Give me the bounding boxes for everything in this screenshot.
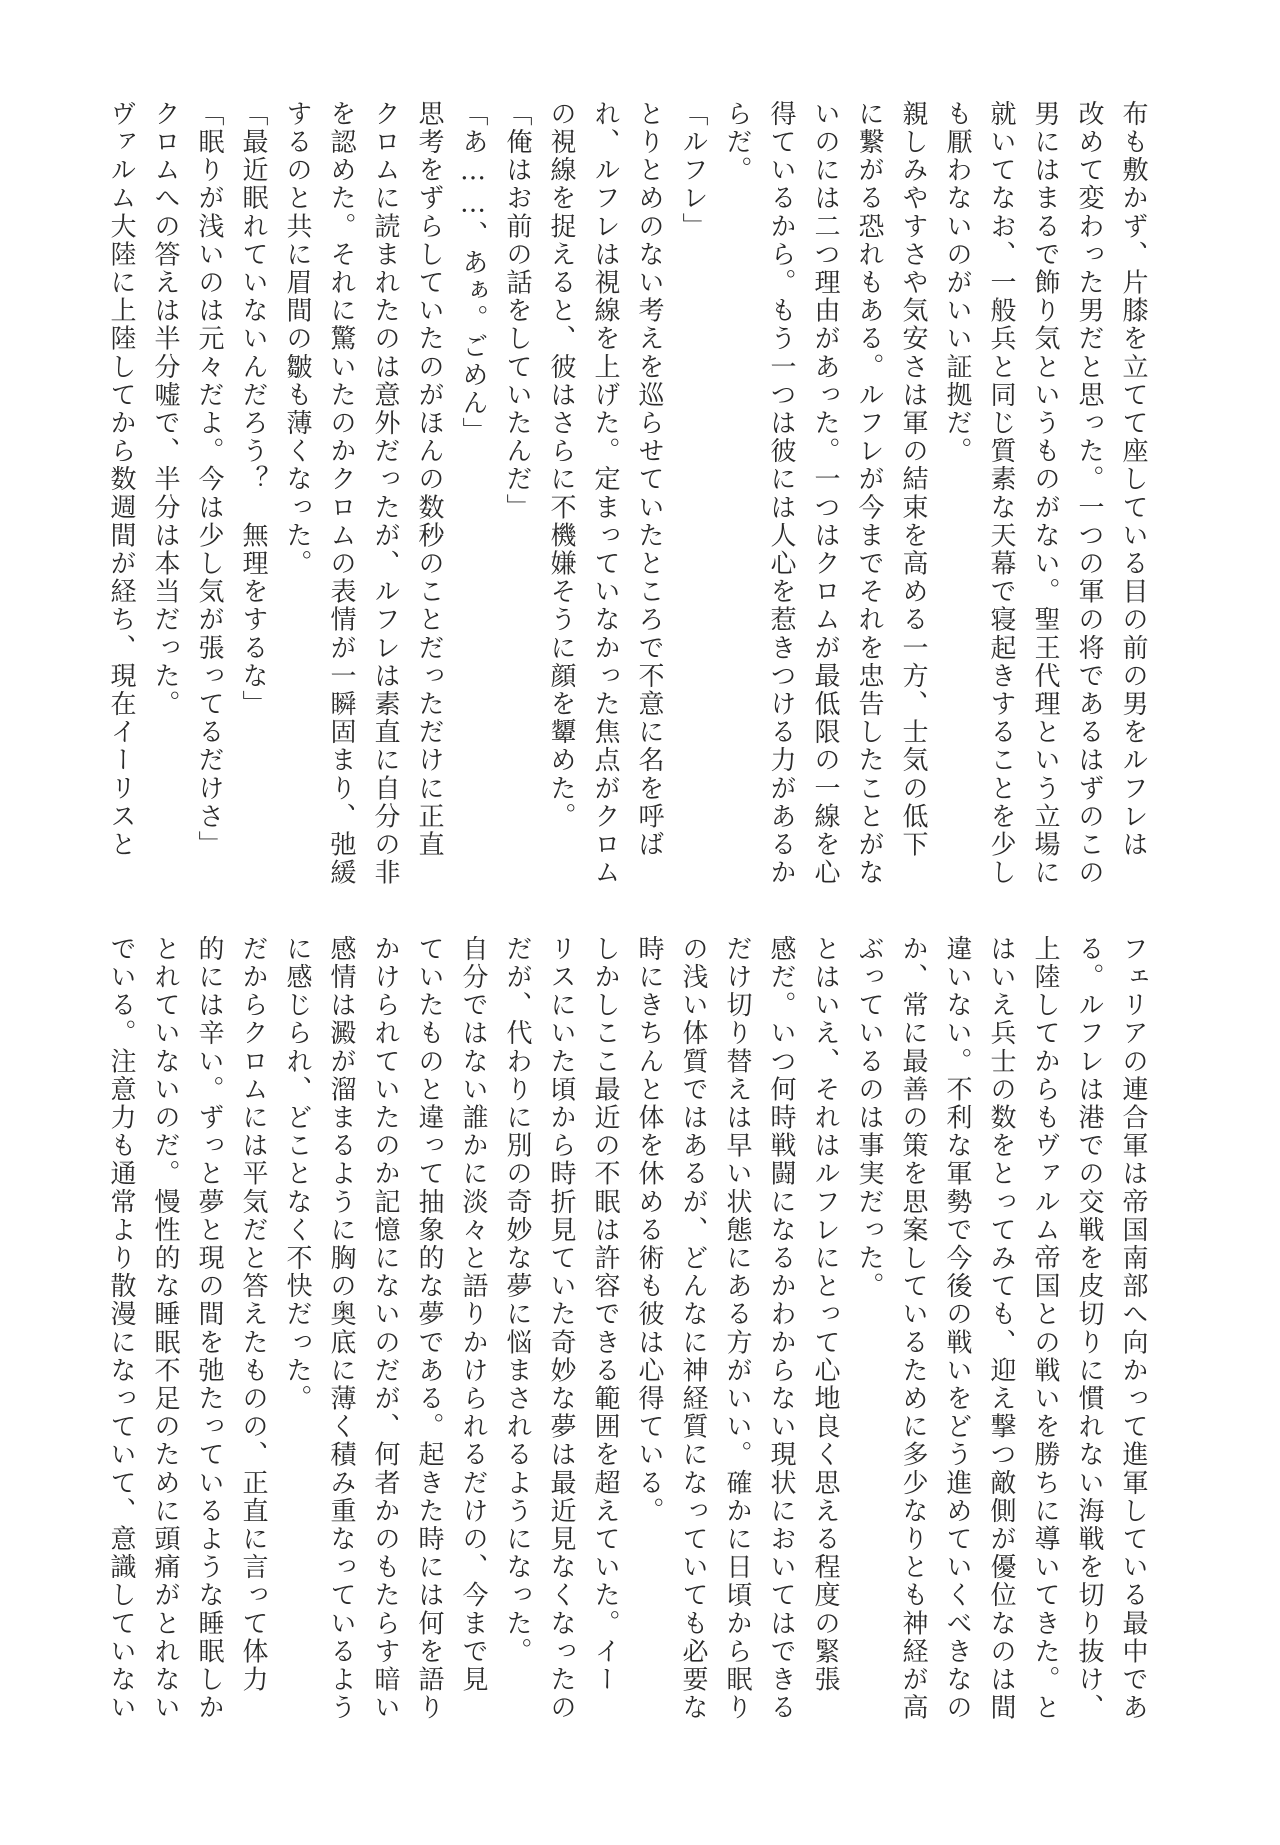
text-line: 親しみやすさや気安さは軍の結束を高める一方、士気の低下	[898, 100, 928, 859]
text-line: の視線を捉えると、彼はさらに不機嫌そうに顔を顰めた。	[546, 100, 576, 831]
text-line: に感じられ、どことなく不快だった。	[282, 935, 312, 1413]
text-line: る。ルフレは港での交戦を皮切りに慣れない海戦を切り抜け、	[1074, 935, 1104, 1722]
text-line: だからクロムには平気だと答えたものの、正直に言って体力	[238, 935, 268, 1694]
text-line: するのと共に眉間の皺も薄くなった。	[282, 100, 312, 578]
text-line: クロムへの答えは半分嘘で、半分は本当だった。	[150, 100, 180, 719]
text-line: ていたものと違って抽象的な夢である。起きた時には何を語り	[414, 935, 444, 1722]
text-line: 感情は澱が溜まるように胸の奥底に薄く積み重なっているよう	[326, 935, 356, 1722]
text-line: 「あ……、あぁ。ごめん」	[458, 100, 488, 446]
text-line: だけ切り替えは早い状態にある方がいい。確かに日頃から眠り	[722, 935, 752, 1722]
text-line: を認めた。それに驚いたのかクロムの表情が一瞬固まり、弛緩	[326, 100, 356, 887]
text-line: 自分ではない誰かに淡々と語りかけられるだけの、今まで見	[458, 935, 488, 1694]
text-line: でいる。注意力も通常より散漫になっていて、意識していない	[106, 935, 136, 1722]
text-line: とはいえ、それはルフレにとって心地良く思える程度の緊張	[810, 935, 840, 1694]
text-line: ヴァルム大陸に上陸してから数週間が経ち、現在イーリスと	[106, 100, 136, 859]
text-line: らだ。	[722, 100, 752, 185]
text-line: の浅い体質ではあるが、どんなに神経質になっていても必要な	[678, 935, 708, 1722]
text-line: クロムに読まれたのは意外だったが、ルフレは素直に自分の非	[370, 100, 400, 887]
text-line: 得ているから。もう一つは彼には人心を惹きつける力があるか	[766, 100, 796, 887]
text-line: 「ルフレ」	[678, 100, 708, 241]
text-block-top	[99, 100, 1155, 887]
text-line: しかしここ最近の不眠は許容できる範囲を超えていた。イー	[590, 935, 620, 1694]
text-line: とりとめのない考えを巡らせていたところで不意に名を呼ば	[634, 100, 664, 859]
text-line: フェリアの連合軍は帝国南部へ向かって進軍している最中であ	[1118, 935, 1148, 1722]
text-line: 時にきちんと体を休める術も彼は心得ている。	[634, 935, 664, 1526]
text-line: 改めて変わった男だと思った。一つの軍の将であるはずのこの	[1074, 100, 1104, 887]
text-line: はいえ兵士の数をとってみても、迎え撃つ敵側が優位なのは間	[986, 935, 1016, 1722]
text-line: 布も敷かず、片膝を立てて座している目の前の男をルフレは	[1118, 100, 1148, 859]
text-line: 「最近眠れていないんだろう？ 無理をするな」	[238, 100, 268, 719]
text-line: リスにいた頃から時折見ていた奇妙な夢は最近見なくなったの	[546, 935, 576, 1722]
text-line: か、常に最善の策を思案しているために多少なりとも神経が高	[898, 935, 928, 1722]
text-line: も厭わないのがいい証拠だ。	[942, 100, 972, 466]
text-line: かけられていたのか記憶にないのだが、何者かのもたらす暗い	[370, 935, 400, 1722]
text-line: 就いてなお、一般兵と同じ質素な天幕で寝起きすることを少し	[986, 100, 1016, 887]
text-line: 違いない。不利な軍勢で今後の戦いをどう進めていくべきなの	[942, 935, 972, 1722]
text-line: だが、代わりに別の奇妙な夢に悩まされるようになった。	[502, 935, 532, 1666]
text-line: 思考をずらしていたのがほんの数秒のことだっただけに正直	[414, 100, 444, 859]
text-line: いのには二つ理由があった。一つはクロムが最低限の一線を心	[810, 100, 840, 887]
text-line: 「眠りが浅いのは元々だよ。今は少し気が張ってるだけさ」	[194, 100, 224, 859]
text-block-bottom	[99, 935, 1155, 1722]
text-line: 感だ。いつ何時戦闘になるかわからない現状においてはできる	[766, 935, 796, 1722]
text-line: 男にはまるで飾り気というものがない。聖王代理という立場に	[1030, 100, 1060, 887]
text-line: ぶっているのは事実だった。	[854, 935, 884, 1301]
text-line: 「俺はお前の話をしていたんだ」	[502, 100, 532, 522]
text-line: 的には辛い。ずっと夢と現の間を弛たっているような睡眠しか	[194, 935, 224, 1722]
text-line: 上陸してからもヴァルム帝国との戦いを勝ちに導いてきた。と	[1030, 935, 1060, 1722]
text-line: れ、ルフレは視線を上げた。定まっていなかった焦点がクロム	[590, 100, 620, 887]
text-line: に繋がる恐れもある。ルフレが今までそれを忠告したことがな	[854, 100, 884, 887]
text-line: とれていないのだ。慢性的な睡眠不足のために頭痛がとれない	[150, 935, 180, 1722]
